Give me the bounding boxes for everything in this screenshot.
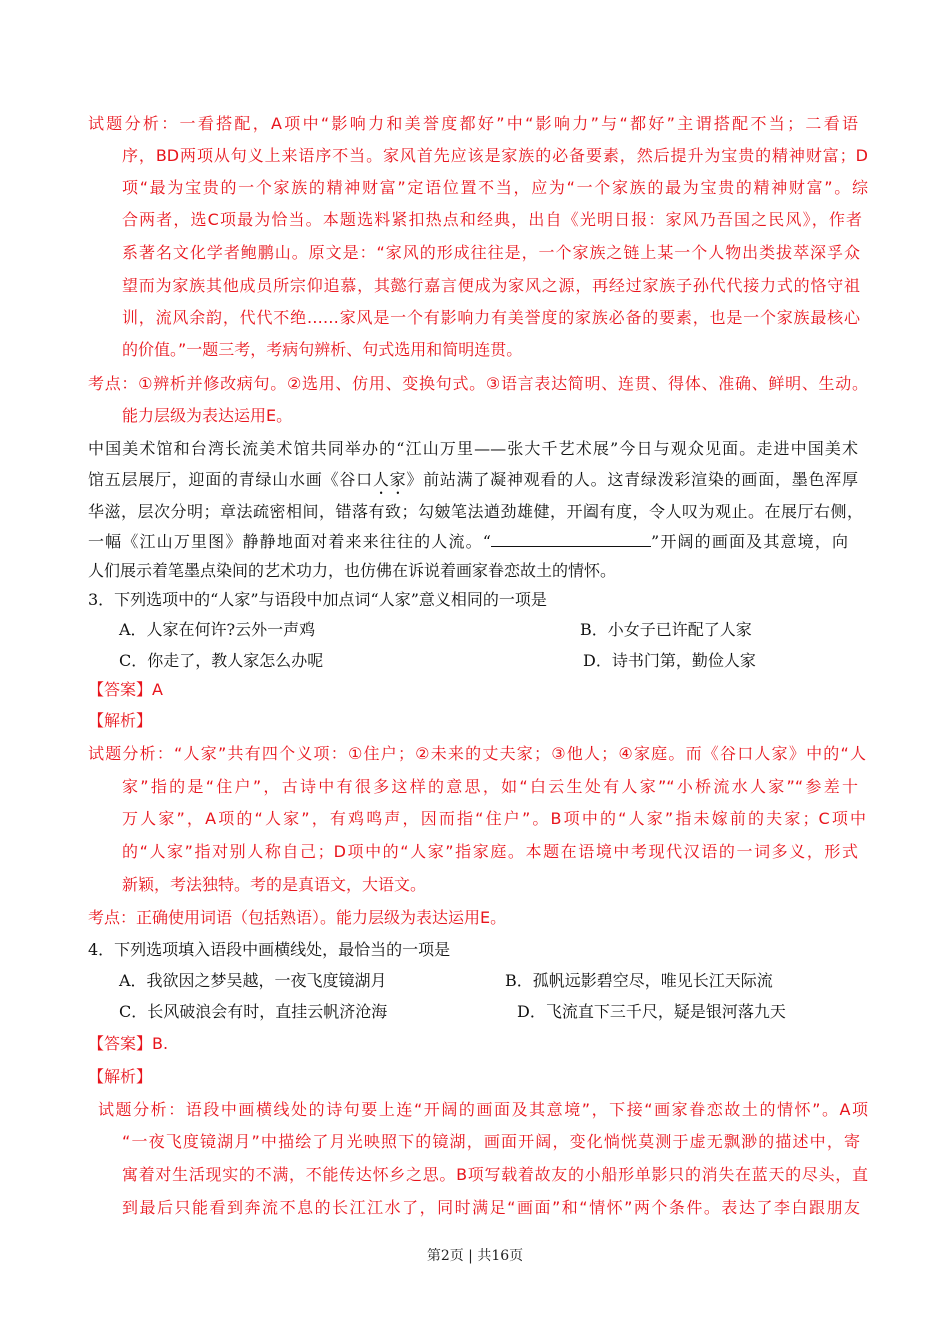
option-c: C．长风破浪会有时，直挂云帆济沧海: [119, 1002, 388, 1021]
passage-text: 馆五层展厅，迎面的青绿山水画《谷口: [88, 470, 373, 489]
analysis-line: 到最后只能看到奔流不息的长江江水了，同时满足“画面”和“情怀”两个条件。表达了李白跟朋友: [122, 1198, 860, 1217]
answer: [88, 1033, 168, 1055]
passage-line: 人们展示着笔墨点染间的艺术功力，也仿佛在诉说着画家眷恋故土的情怀。: [88, 561, 617, 580]
analysis-line: 的“人家”指对别人称自己；D项中的“人家”指家庭。本题在语境中考现代汉语的一词多义，形式: [122, 842, 858, 861]
option-b: B．孤帆远影碧空尽，唯见长江天际流: [505, 971, 773, 990]
dotted-word: 人家: [372, 470, 407, 489]
analysis-line: 家”指的是“住户”，古诗中有很多这样的意思，如“白云生处有人家”“小桥流水人家”“参差十: [122, 777, 858, 796]
kaodian-line: 考点：①辨析并修改病句。②选用、仿用、变换句式。③语言表达简明、连贯、得体、准确、鲜明、生动。: [88, 374, 868, 393]
passage-text: 》前站满了凝神观看的人。这青绿泼彩渲染的画面，墨色浑厚: [406, 470, 858, 489]
fill-blank: [491, 532, 651, 547]
analysis-line: 项“最为宝贵的一个家族的精神财富”定语位置不当，应为“一个家族的最为宝贵的精神财富”。综: [122, 178, 868, 197]
passage-line: [88, 469, 858, 498]
analysis-line: 寓着对生活现实的不满，不能传达怀乡之思。B项写载着故友的小船形单影只的消失在蓝天的尽头，直: [122, 1165, 868, 1184]
passage-text: ”开阔的画面及其意境，向: [651, 532, 848, 551]
analysis-line: 试题分析：语段中画横线处的诗句要上连“开阔的画面及其意境”，下接“画家眷恋故土的情怀”。A项: [98, 1100, 868, 1119]
answer-value: A: [152, 680, 163, 699]
analysis-label: 【解析】: [88, 1067, 153, 1086]
passage-line: 华滋，层次分明；章法疏密相间，错落有致；勾皴笔法遒劲雄健，开阖有度，令人叹为观止。在展厅右侧，: [88, 502, 863, 521]
analysis-line: 合两者，选C项最为恰当。本题选料紧扣热点和经典，出自《光明日报：家风乃吾国之民风》，作者: [122, 210, 862, 229]
passage-text: 一幅《江山万里图》静静地面对着来来往往的人流。“: [88, 532, 491, 551]
analysis-line: 训，流风余韵，代代不绝……家风是一个有影响力有美誉度的家族必备的要素，也是一个家族最核心: [122, 308, 860, 327]
analysis-line: 望而为家族其他成员所宗仰追慕，其懿行嘉言便成为家风之源，再经过家族子孙代代接力式的恪守祖: [122, 276, 860, 295]
passage-line: [88, 531, 848, 553]
option-d: D．飞流直下三千尺，疑是银河落九天: [517, 1002, 786, 1021]
analysis-line: 试题分析：一看搭配，A项中“影响力和美誉度都好”中“影响力”与“都好”主谓搭配不当；二看语: [88, 114, 858, 133]
analysis-line: 序，BD两项从句义上来语序不当。家风首先应该是家族的必备要素，然后提升为宝贵的精神财富；D: [122, 146, 868, 165]
analysis-line: 万人家”，A项的“人家”，有鸡鸣声，因而指“住户”。B项中的“人家”指未嫁前的夫家；C项中: [122, 809, 866, 828]
analysis-line: 系著名文化学者鲍鹏山。原文是：“家风的形成往往是，一个家族之链上某一个人物出类拔萃深孚众: [122, 243, 860, 262]
question-stem: 3．下列选项中的“人家”与语段中加点词“人家”意义相同的一项是: [88, 590, 547, 609]
kaodian-line: 考点：正确使用词语（包括熟语）。能力层级为表达运用E。: [88, 908, 507, 927]
page-footer: 第2页 | 共16页: [426, 1248, 524, 1264]
passage-line: 中国美术馆和台湾长流美术馆共同举办的“江山万里——张大千艺术展”今日与观众见面。走进中国美术: [88, 439, 858, 458]
option-d: D．诗书门第，勤俭人家: [583, 651, 756, 670]
answer-label: 【答案】: [88, 680, 153, 699]
analysis-label: 【解析】: [88, 711, 153, 730]
answer-value: B.: [152, 1034, 169, 1053]
option-a: A．人家在何许?云外一声鸡: [119, 620, 316, 639]
analysis-line: “一夜飞度镜湖月”中描绘了月光映照下的镜湖，画面开阔，变化惝恍莫测于虚无飘渺的描述中，寄: [122, 1132, 860, 1151]
analysis-line: 新颖，考法独特。考的是真语文，大语文。: [122, 875, 427, 894]
question-stem: 4．下列选项填入语段中画横线处，最恰当的一项是: [88, 940, 451, 959]
analysis-line: 试题分析：“人家”共有四个义项：①住户；②未来的丈夫家；③他人；④家庭。而《谷口人家》中的“人: [88, 744, 866, 763]
answer-label: 【答案】: [88, 1034, 153, 1053]
option-a: A．我欲因之梦吴越，一夜飞度镜湖月: [119, 971, 387, 990]
answer: [88, 679, 163, 701]
analysis-line: 的价值。”一题三考，考病句辨析、句式选用和简明连贯。: [122, 340, 523, 359]
option-c: C．你走了，教人家怎么办呢: [119, 651, 324, 670]
option-b: B．小女子已许配了人家: [580, 620, 752, 639]
kaodian-line: 能力层级为表达运用E。: [122, 406, 293, 425]
